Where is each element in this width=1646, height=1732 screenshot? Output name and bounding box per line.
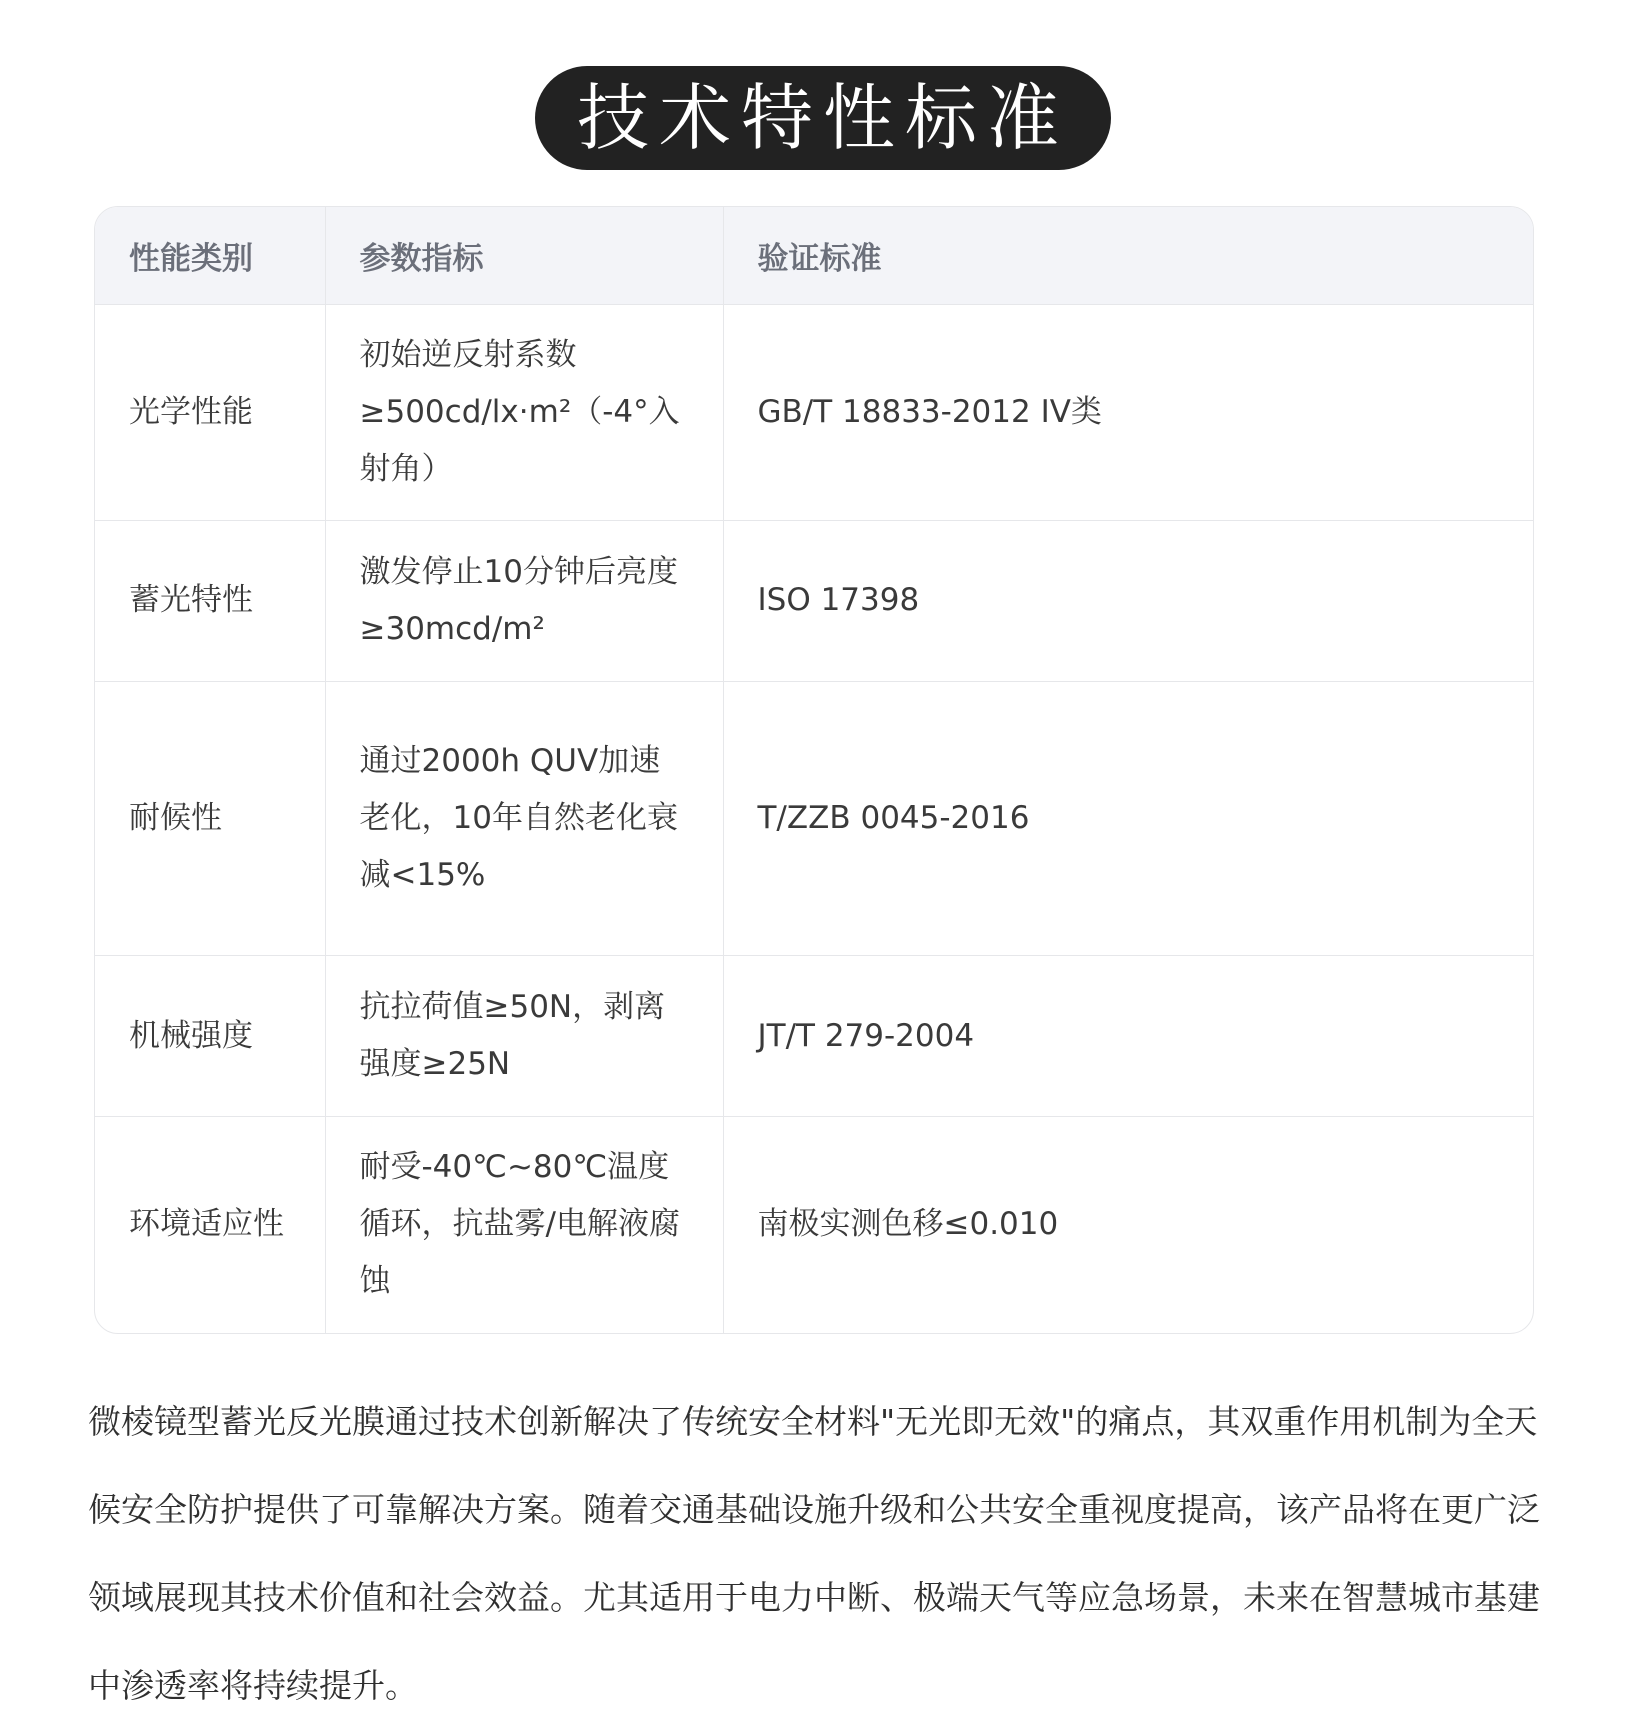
cell-parameter: 耐受-40℃~80℃温度循环，抗盐雾/电解液腐蚀 (325, 1116, 723, 1333)
table-row (95, 681, 1533, 956)
section-title-wrap (0, 66, 1646, 170)
table-row (95, 304, 1533, 521)
cell-standard: GB/T 18833-2012 IV类 (723, 304, 1533, 521)
header-parameter: 参数指标 (325, 207, 723, 304)
cell-category: 机械强度 (95, 956, 325, 1116)
spec-table (95, 207, 1533, 1333)
cell-parameter: 激发停止10分钟后亮度≥30mcd/m² (325, 521, 723, 681)
spec-table-card (94, 206, 1534, 1334)
cell-category: 光学性能 (95, 304, 325, 521)
table-row (95, 1116, 1533, 1333)
cell-category: 环境适应性 (95, 1116, 325, 1333)
cell-category: 耐候性 (95, 681, 325, 956)
cell-standard: JT/T 279-2004 (723, 956, 1533, 1116)
summary-paragraph: 微棱镜型蓄光反光膜通过技术创新解决了传统安全材料"无光即无效"的痛点，其双重作用机制为全天候安全防护提供了可靠解决方案。随着交通基础设施升级和公共安全重视度提高，该产品将在更广泛领域展现其技术价值和社会效益。尤其适用于电力中断、极端天气等应急场景，未来在智慧城市基建中渗透率将持续提升。 (88, 1402, 1540, 1705)
cell-parameter: 抗拉荷值≥50N，剥离强度≥25N (325, 956, 723, 1116)
table-header-row (95, 207, 1533, 304)
cell-standard: T/ZZB 0045-2016 (723, 681, 1533, 956)
cell-standard: ISO 17398 (723, 521, 1533, 681)
section-title: 技术特性标准 (535, 66, 1111, 170)
header-standard: 验证标准 (723, 207, 1533, 304)
cell-parameter: 通过2000h QUV加速老化，10年自然老化衰减<15% (325, 681, 723, 956)
header-category: 性能类别 (95, 207, 325, 304)
table-row (95, 956, 1533, 1116)
cell-category: 蓄光特性 (95, 521, 325, 681)
cell-parameter: 初始逆反射系数≥500cd/lx·m²（-4°入射角） (325, 304, 723, 521)
cell-standard: 南极实测色移≤0.010 (757, 1206, 1059, 1243)
table-row (95, 521, 1533, 681)
